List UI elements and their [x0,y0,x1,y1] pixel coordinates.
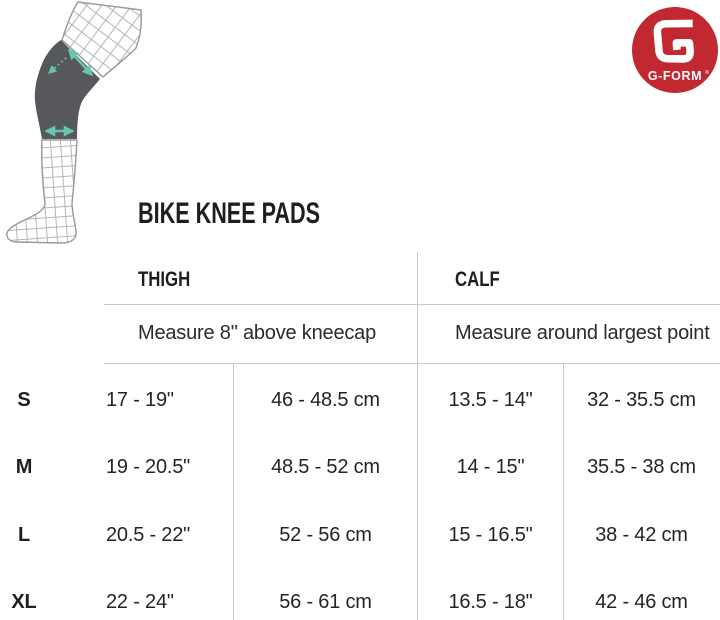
thigh-cm-value: 48.5 - 52 cm [271,456,380,478]
calf-cm-value: 38 - 42 cm [595,524,688,546]
size-label: L [17,524,31,546]
leg-measurement-illustration [0,0,160,250]
calf-inches-value: 13.5 - 14" [448,389,533,411]
thigh-inches-value: 20.5 - 22" [106,524,191,546]
calf-cm-value: 42 - 46 cm [595,591,688,613]
header-divider-line [104,304,720,305]
thigh-inches-value: 17 - 19" [106,389,174,411]
column-header-calf: CALF [455,268,500,291]
table-row-xl [0,591,720,613]
thigh-inches-value: 22 - 24" [106,591,174,613]
calf-measure-instruction: Measure around largest point [455,322,710,344]
calf-foot-mesh [7,140,77,243]
thigh-cm-value: 56 - 61 cm [279,591,372,613]
thigh-calf-divider-line [417,252,418,620]
gform-logo [632,7,718,93]
table-row-m [0,456,720,478]
size-label: S [17,389,31,411]
calf-inches-value: 16.5 - 18" [448,591,533,613]
logo-brand-text: G-FORM [647,69,703,83]
table-row-l [0,524,720,546]
table-row-s [0,389,720,411]
logo-registered-mark: ® [704,70,710,76]
thigh-cm-value: 46 - 48.5 cm [271,389,380,411]
size-label: M [15,456,33,478]
calf-cm-value: 35.5 - 38 cm [587,456,696,478]
size-label: XL [11,591,37,613]
calf-inches-value: 15 - 16.5" [448,524,533,546]
calf-cm-value: 32 - 35.5 cm [587,389,696,411]
calf-inches-value: 14 - 15" [456,456,525,478]
thigh-measure-instruction: Measure 8" above kneecap [138,322,377,344]
page-title: BIKE KNEE PADS [138,197,321,230]
thigh-cm-value: 52 - 56 cm [279,524,372,546]
thigh-inches-value: 19 - 20.5" [106,456,191,478]
instruction-divider-line [104,363,720,364]
column-header-thigh: THIGH [138,268,191,291]
